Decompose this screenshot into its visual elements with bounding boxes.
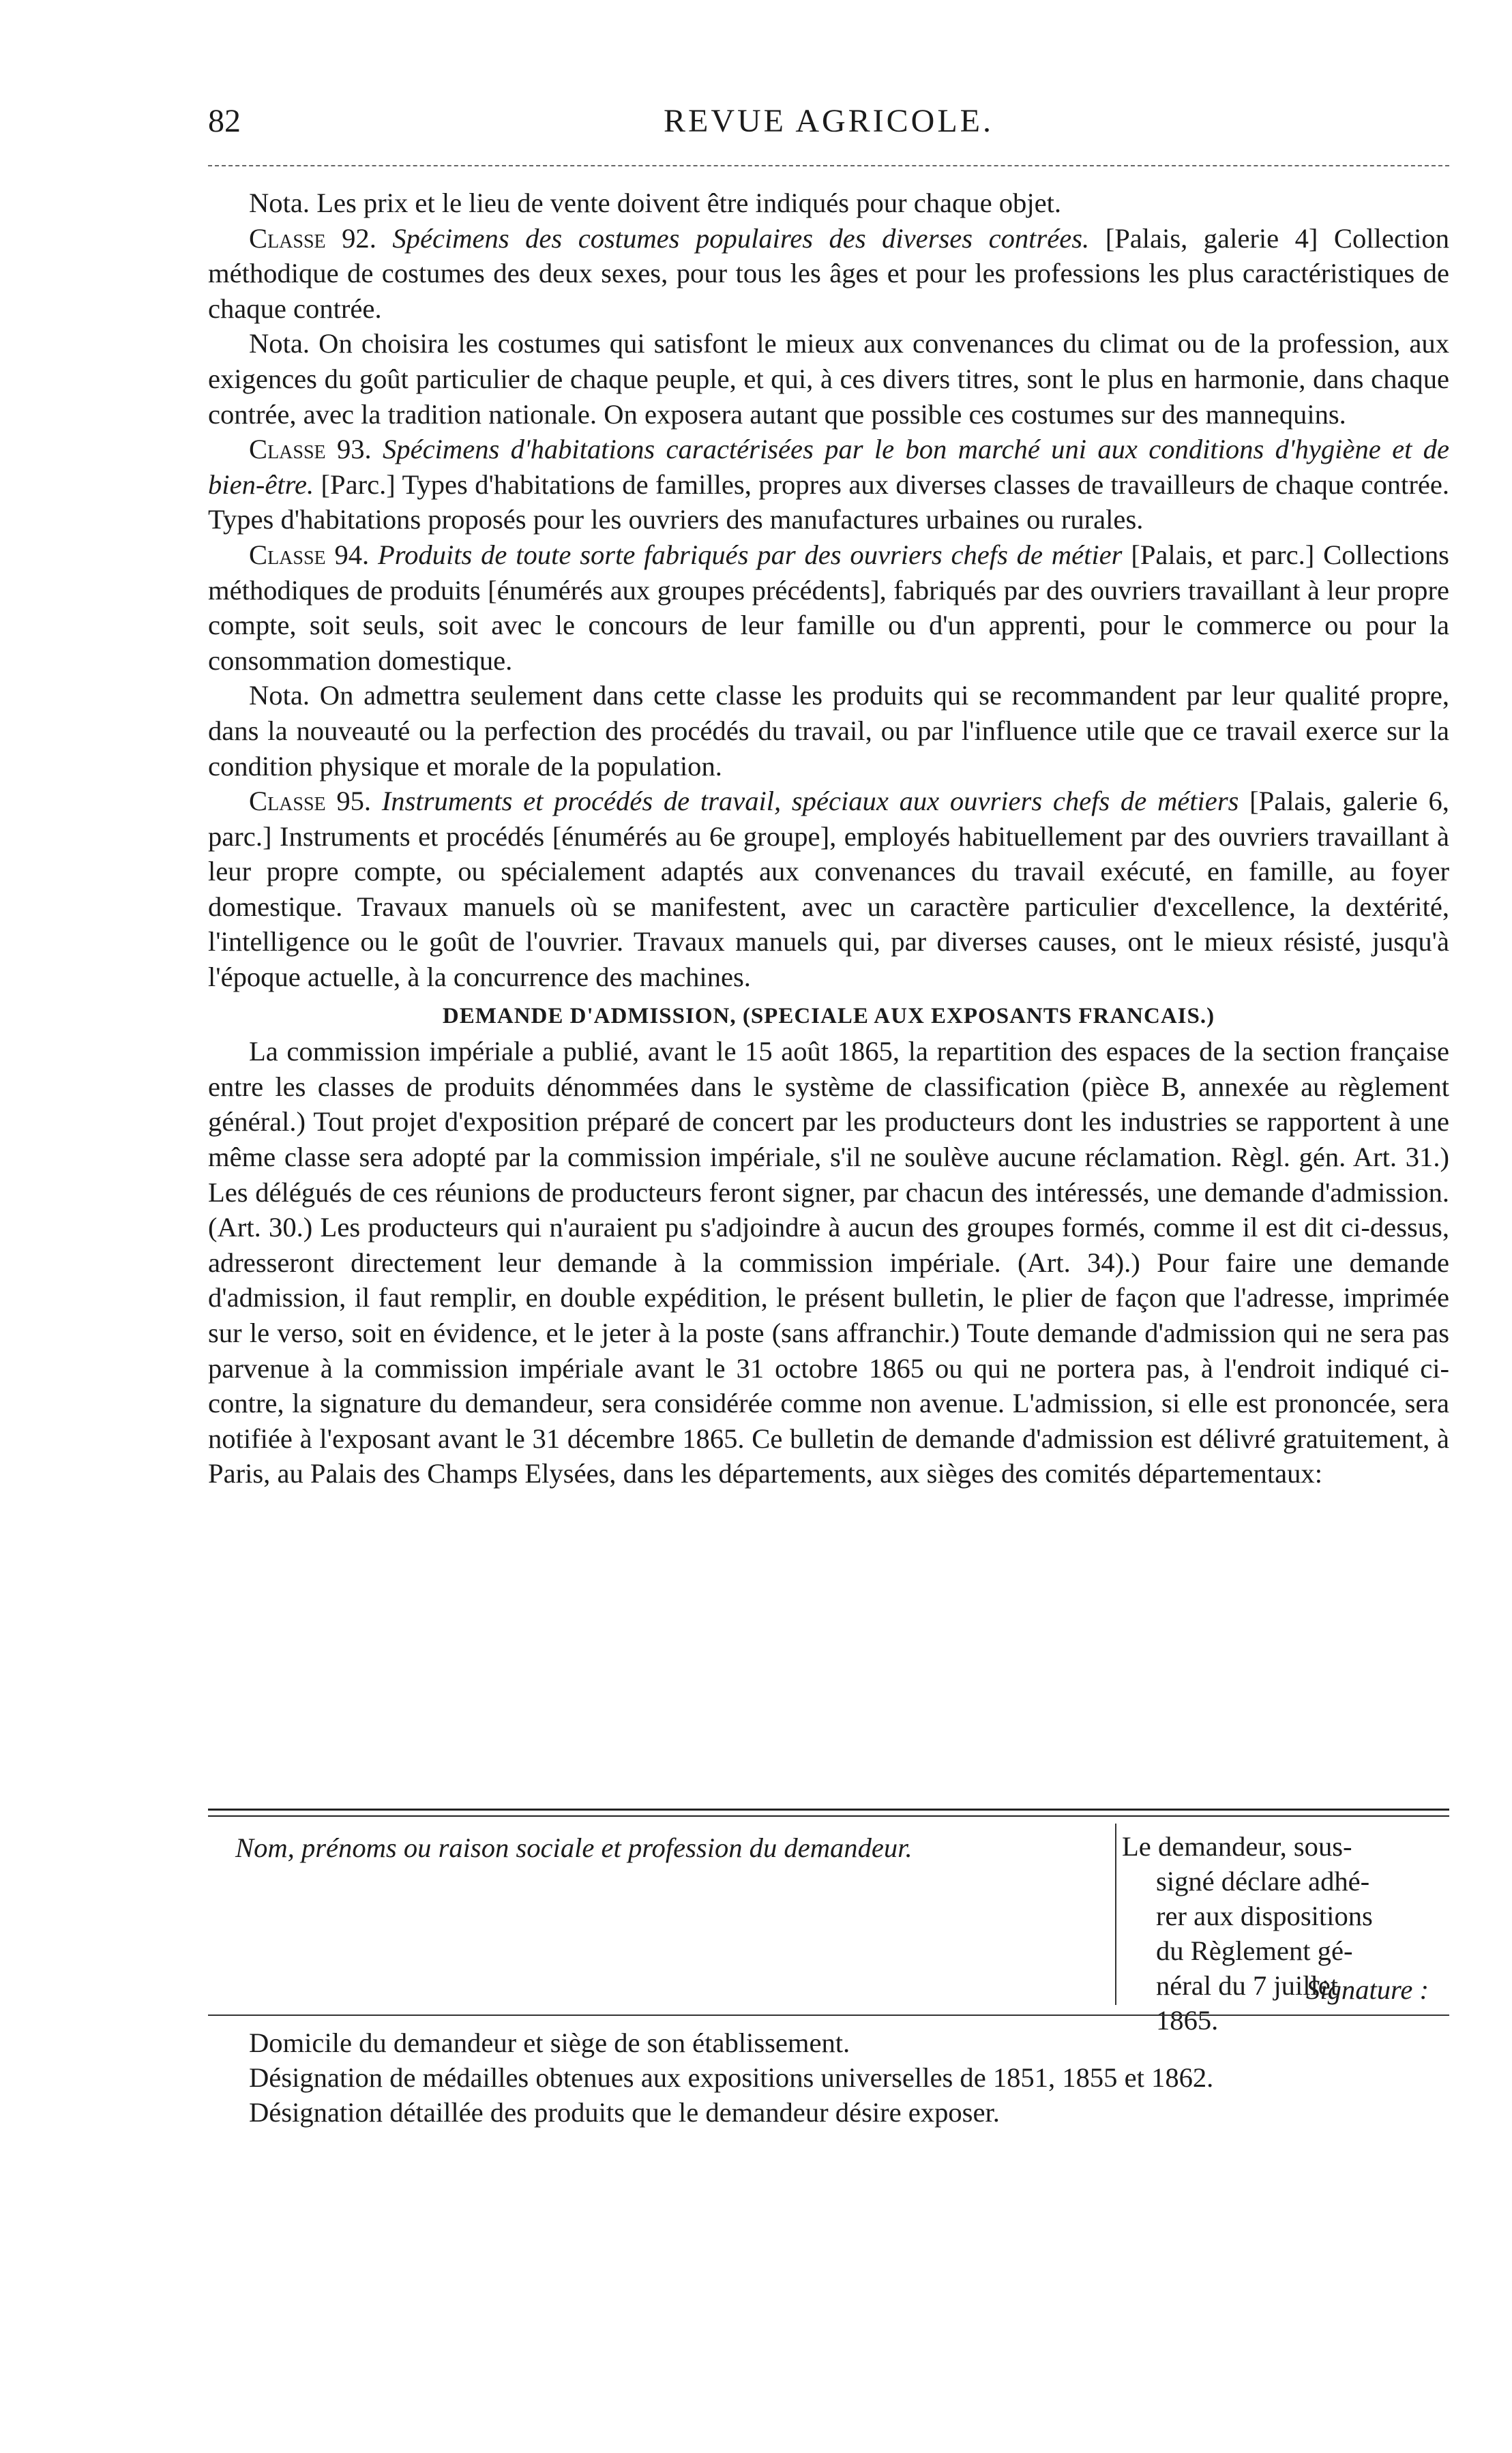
form-fields [249,2025,1449,2130]
form-divider [1115,1824,1116,2005]
class-label: Classe 94. [249,539,370,570]
paragraph-text: [Palais, galerie 6, parc.] Instruments et procédés [énumérés au 6e groupe], employés habituellement par des ouvriers travaillant à leur propre compte, ou spécialement adaptés aux convenances du travail exécuté, en famille, au foyer domestique. Travaux manuels où se manifestent, avec un caractère particulier d'excellence, la dextérité, l'intelligence ou le goût de l'ouvrier. Travaux manuels qui, par diverses causes, ont le mieux résisté, jusqu'à l'époque actuelle, à la concurrence des machines. [208,786,1449,993]
paragraph-admission: La commission impériale a publié, avant le 15 août 1865, la repartition des espaces de la section française entre les classes de produits dénommées dans le système de classification (pièce B, annexée au règlement général.) Tout projet d'exposition préparé de concert par les producteurs dont les industries se rapportent à une même classe sera adopté par la commission impériale, s'il ne soulève aucune réclamation. Règl. gén. Art. 31.) Les délégués de ces réunions de producteurs feront signer, par chacun des intéressés, une demande d'admission. (Art. 30.) Les producteurs qui n'auraient pu s'adjoindre à aucun des groupes formés, comme il est dit ci-dessus, adresseront directement leur demande à la commission impériale. (Art. 34).) Pour faire une demande d'admission, il faut remplir, en double expédition, le présent bulletin, le plier de façon que l'adresse, imprimée sur le verso, soit en évidence, et le jeter à la poste (sans affranchir.) Toute demande d'admission qui ne sera pas parvenue à la commission impériale avant le 31 octobre 1865 ou qui ne portera pas, à l'endroit indiqué ci-contre, la signature du demandeur, sera considérée comme non avenue. L'admission, si elle est prononcée, sera notifiée à l'exposant avant le 31 décembre 1865. Ce bulletin de demande d'admission est délivré gratuitement, à Paris, au Palais des Champs Elysées, dans les départements, aux sièges des comités départementaux: [208,1036,1449,1489]
form-name-label: Nom, prénoms ou raison sociale et profession du demandeur. [235,1832,913,1863]
statement-line: 1865. [1156,2005,1219,2036]
admission-form [208,1809,1449,2036]
statement-line: signé déclare adhé- [1156,1866,1370,1897]
body-text [208,185,1449,1491]
paragraph-classe-93 [208,432,1449,537]
form-top-rule-inner [208,1815,1449,1817]
paragraph-text: On choisira les costumes qui satisfont le mieux aux convenances du climat ou de la profession, aux exigences du goût particulier de chaque peuple, et qui, à ces divers titres, sont le plus en harmonie, dans chaque contrée, avec la tradition nationale. On exposera autant que possible ces costumes sur des mannequins. [208,328,1449,430]
nota-label: Nota. [249,188,310,218]
signature-label: Signature : [1306,1974,1429,2005]
statement-line: néral du 7 juillet [1156,1970,1339,2001]
class-title: Spécimens d'habitations caractérisées par le bon marché uni aux conditions d'hygiène et de bien-être. [208,434,1449,500]
paragraph-text: [Palais, et parc.] Collections méthodiques de produits [énumérés aux groupes précédents], fabriqués par des ouvriers travaillant à leur propre compte, soit seuls, soit avec le concours de leur famille ou d'un apprenti, pour le commerce ou pour la consommation domestique. [208,539,1449,676]
nota-label: Nota. [249,328,310,359]
class-label: Classe 95. [249,786,372,817]
class-title: Produits de toute sorte fabriqués par des ouvriers chefs de métier [378,539,1123,570]
statement-line: du Règlement gé- [1156,1935,1353,1966]
paragraph-nota-1 [208,185,1449,221]
running-title: REVUE AGRICOLE. [664,103,994,139]
paragraph-text: On admettra seulement dans cette classe les produits qui se recommandent par leur qualité propre, dans la nouveauté ou la perfection des procédés du travail, ou par l'influence utile que ce travail exerce sur la condition physique et morale de la population. [208,680,1449,782]
section-heading: DEMANDE D'ADMISSION, (SPECIALE AUX EXPOSANTS FRANCAIS.) [442,1003,1215,1028]
paragraph-text: [Palais, galerie 4] Collection méthodique de costumes des deux sexes, pour tous les âges et pour les professions les plus caractéristiques de chaque contrée. [208,222,1449,324]
paragraph-classe-92 [208,221,1449,327]
paragraph-classe-95 [208,784,1449,995]
statement-line: rer aux dispositions [1156,1901,1373,1931]
class-title: Instruments et procédés de travail, spéciaux aux ouvriers chefs de métiers [381,786,1239,817]
class-label: Classe 93. [249,434,372,465]
header-rule [208,165,1449,166]
paragraph-nota-2 [208,326,1449,432]
field-products: Désignation détaillée des produits que le demandeur désire exposer. [249,2097,1000,2128]
form-statement [1122,1829,1449,2038]
nota-label: Nota. [249,680,310,711]
paragraph-text: Les prix et le lieu de vente doivent être indiqués pour chaque objet. [316,188,1062,218]
paragraph-classe-94 [208,537,1449,678]
class-label: Classe 92. [249,222,376,254]
field-medals: Désignation de médailles obtenues aux expositions universelles de 1851, 1855 et 1862. [249,2062,1214,2093]
statement-line: Le demandeur, sous- [1122,1831,1352,1862]
page-number: 82 [208,103,241,139]
paragraph-nota-3 [208,678,1449,784]
form-bottom-rule [208,2015,1449,2016]
field-domicile: Domicile du demandeur et siège de son établissement. [249,2027,850,2058]
form-top-rule [208,1809,1449,1811]
paragraph-text: [Parc.] Types d'habitations de familles, propres aux diverses classes de travailleurs de chaque contrée. Types d'habitations proposés pour les ouvriers des manufactures urbaines ou rurales. [208,469,1450,535]
page-header [208,102,1449,157]
class-title: Spécimens des costumes populaires des diverses contrées. [392,222,1090,254]
